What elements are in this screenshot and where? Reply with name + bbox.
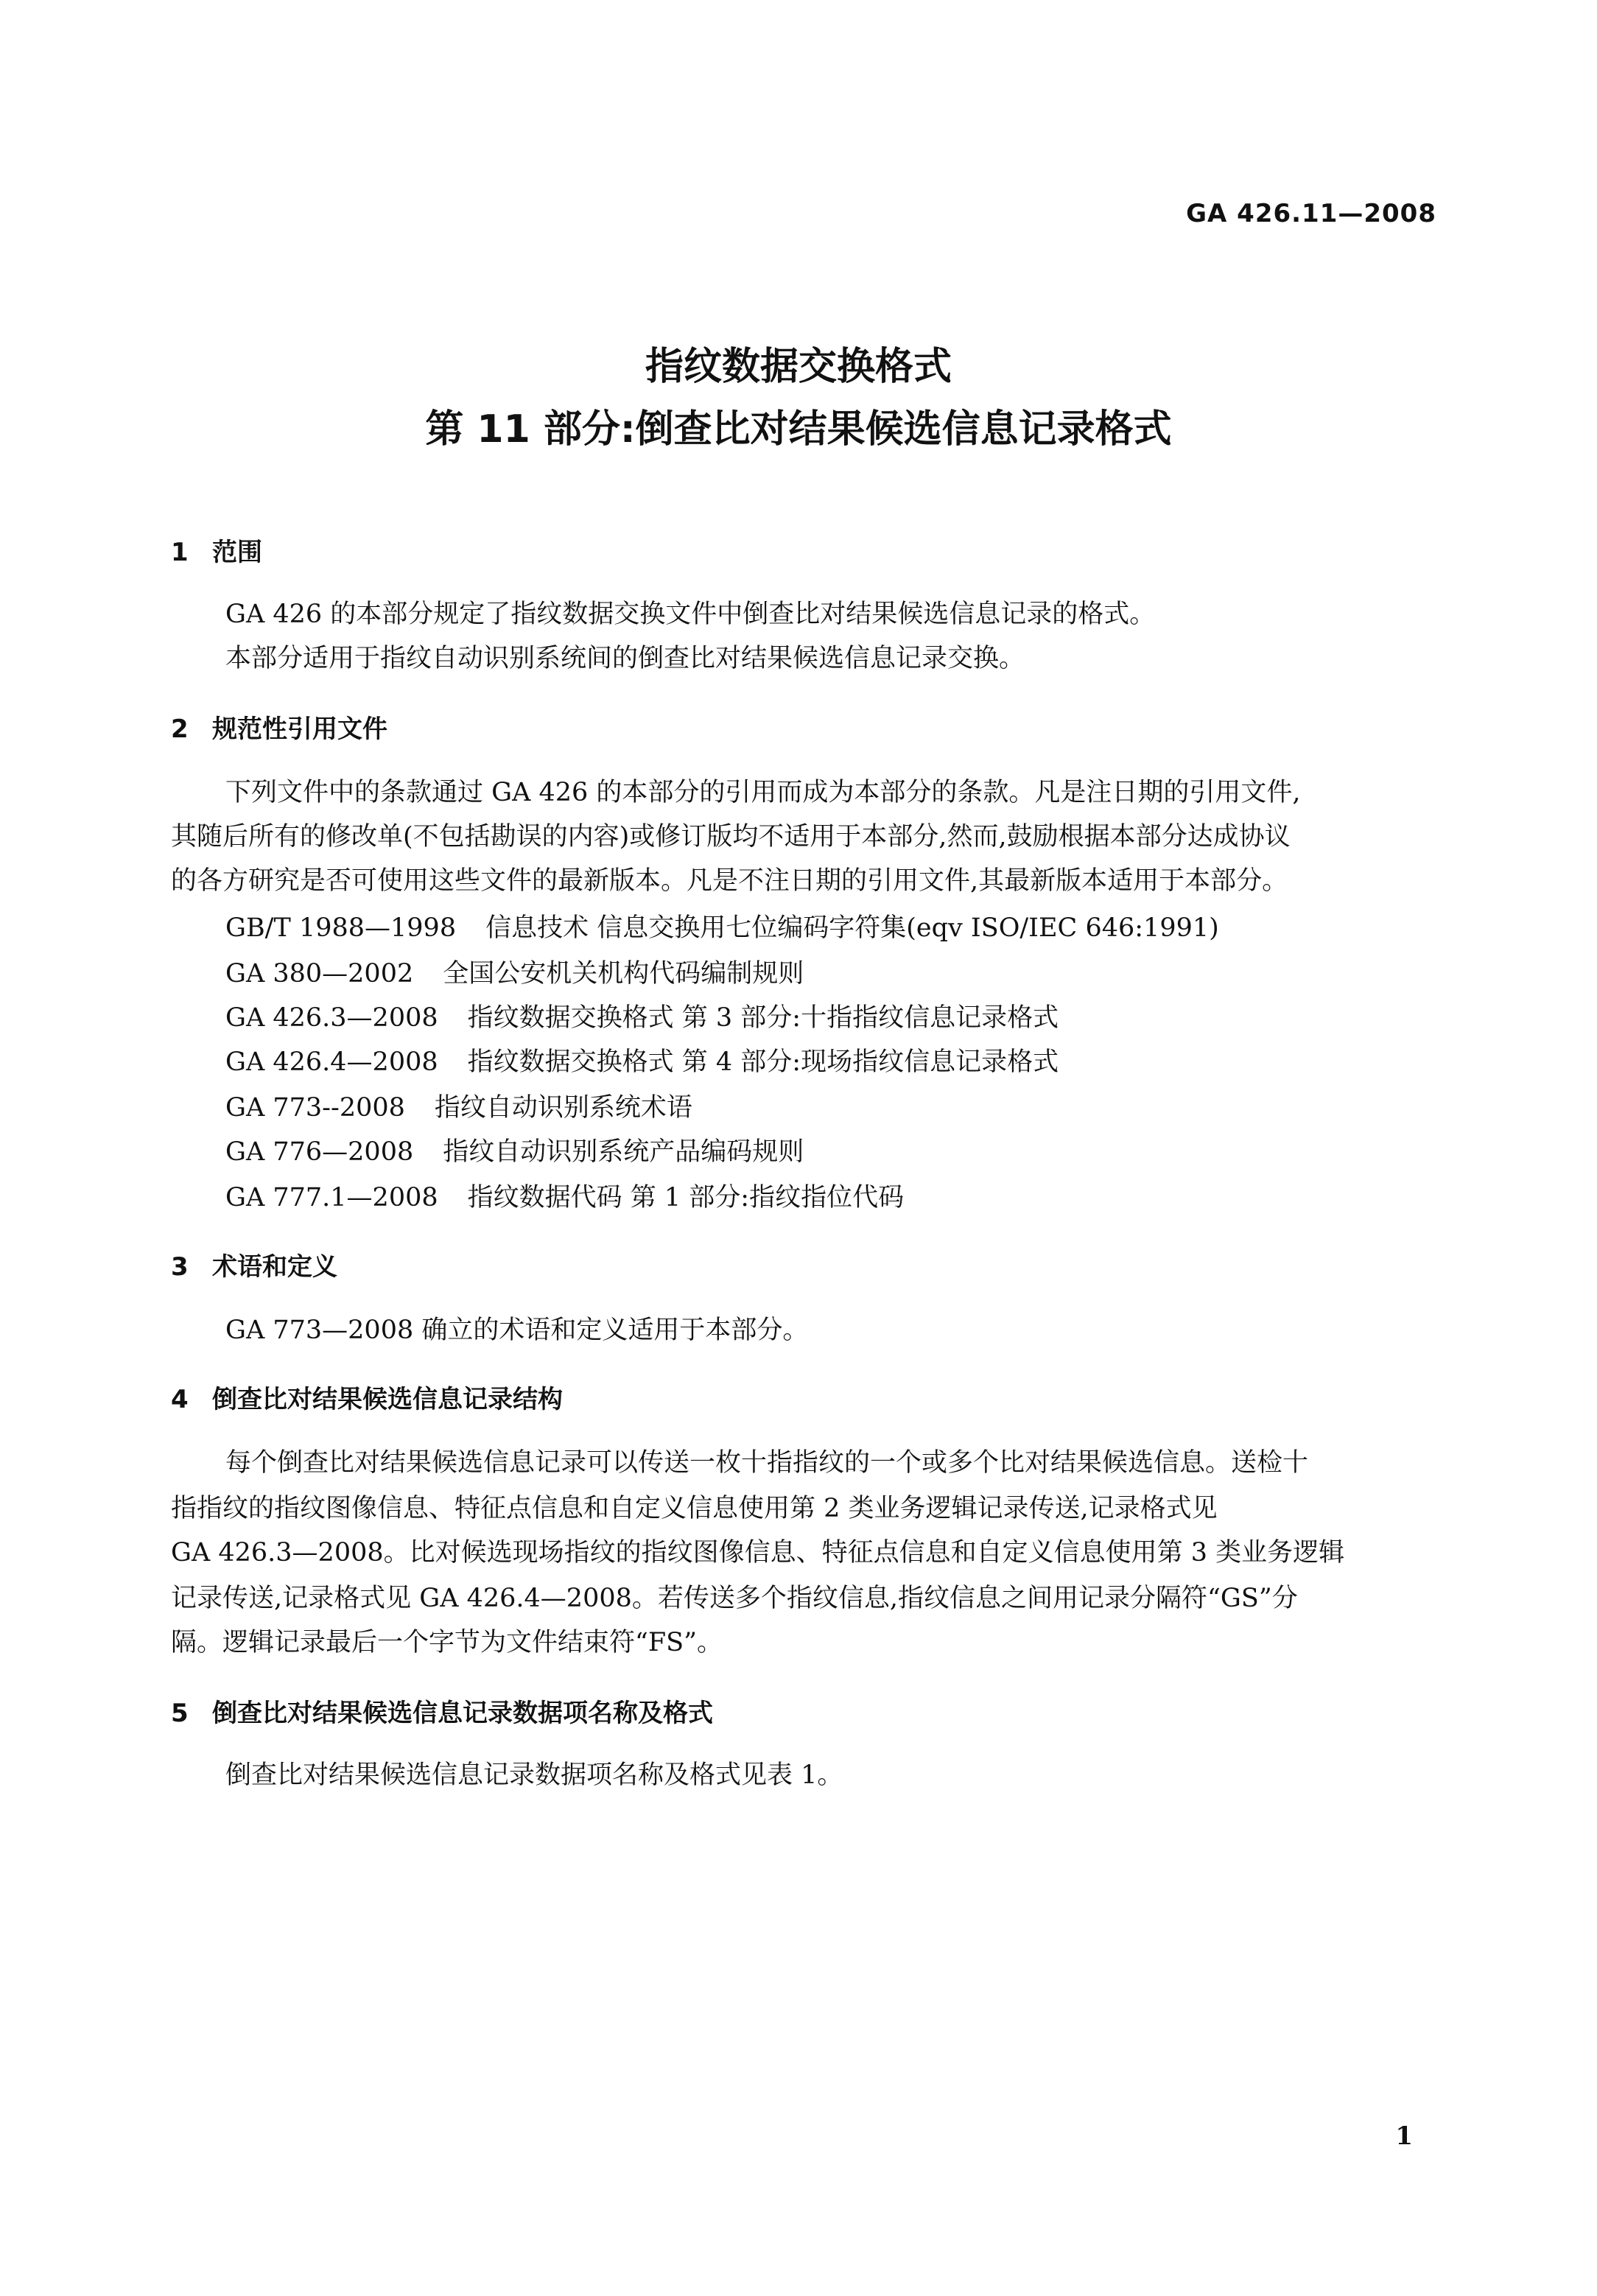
- section-title: 术语和定义: [212, 1252, 337, 1282]
- reference-item: [225, 997, 1059, 1034]
- section-1-heading: [171, 532, 262, 568]
- section-number: 2: [171, 715, 189, 744]
- section-2-paragraph-line: 的各方研究是否可使用这些文件的最新版本。凡是不注日期的引用文件,其最新版本适用于本部分。: [171, 866, 1288, 896]
- reference-code: GA 380—2002: [225, 959, 414, 989]
- section-1-paragraph: 本部分适用于指纹自动识别系统间的倒查比对结果候选信息记录交换。: [225, 644, 1025, 673]
- document-title: 指纹数据交换格式: [645, 345, 952, 389]
- reference-item: [225, 1177, 904, 1214]
- section-4-paragraph-line: 每个倒查比对结果候选信息记录可以传送一枚十指指纹的一个或多个比对结果候选信息。送检十: [225, 1448, 1309, 1478]
- reference-code: GB/T 1988—1998: [225, 913, 457, 943]
- reference-item: [225, 1042, 1059, 1078]
- reference-title: 信息技术 信息交换用七位编码字符集(eqv ISO/IEC 646:1991): [485, 913, 1219, 943]
- section-4-heading: [171, 1379, 563, 1415]
- section-5-paragraph: 倒查比对结果候选信息记录数据项名称及格式见表 1。: [225, 1760, 843, 1790]
- reference-code: GA 426.4—2008: [225, 1047, 438, 1077]
- reference-title: 指纹自动识别系统术语: [434, 1093, 692, 1123]
- section-3-heading: [171, 1246, 337, 1282]
- standard-code: GA 426.11—2008: [1186, 199, 1436, 228]
- document-subtitle: 第 11 部分:倒查比对结果候选信息记录格式: [425, 407, 1172, 452]
- section-title: 范围: [212, 538, 262, 567]
- reference-title: 指纹自动识别系统产品编码规则: [443, 1137, 804, 1167]
- section-4-paragraph-line: 记录传送,记录格式见 GA 426.4—2008。若传送多个指纹信息,指纹信息之间用记录分隔符“GS”分: [171, 1584, 1298, 1613]
- section-4-paragraph-line: GA 426.3—2008。比对候选现场指纹的指纹图像信息、特征点信息和自定义信息使用第 3 类业务逻辑: [171, 1538, 1345, 1567]
- section-2-paragraph-line: 其随后所有的修改单(不包括勘误的内容)或修订版均不适用于本部分,然而,鼓励根据本部分达成协议: [171, 822, 1291, 852]
- section-4-paragraph-line: 指指纹的指纹图像信息、特征点信息和自定义信息使用第 2 类业务逻辑记录传送,记录格式见: [171, 1494, 1218, 1523]
- reference-item: [225, 1087, 692, 1124]
- section-title: 倒查比对结果候选信息记录结构: [212, 1385, 563, 1414]
- page-number: 1: [1395, 2121, 1413, 2151]
- section-number: 5: [171, 1699, 189, 1728]
- section-2-paragraph-line: 下列文件中的条款通过 GA 426 的本部分的引用而成为本部分的条款。凡是注日期的引用文件,: [225, 778, 1301, 807]
- reference-title: 指纹数据交换格式 第 3 部分:十指指纹信息记录格式: [467, 1003, 1059, 1033]
- reference-title: 指纹数据交换格式 第 4 部分:现场指纹信息记录格式: [467, 1047, 1059, 1077]
- section-2-heading: [171, 709, 387, 745]
- section-title: 规范性引用文件: [212, 715, 387, 744]
- reference-code: GA 777.1—2008: [225, 1183, 438, 1212]
- section-number: 4: [171, 1385, 189, 1414]
- reference-item: [225, 907, 1219, 944]
- reference-item: [225, 953, 804, 990]
- reference-code: GA 426.3—2008: [225, 1003, 438, 1033]
- section-3-paragraph: GA 773—2008 确立的术语和定义适用于本部分。: [225, 1316, 809, 1345]
- section-number: 3: [171, 1252, 189, 1282]
- reference-title: 指纹数据代码 第 1 部分:指纹指位代码: [467, 1183, 905, 1212]
- section-5-heading: [171, 1693, 713, 1729]
- section-number: 1: [171, 538, 189, 567]
- reference-code: GA 773--2008: [225, 1093, 405, 1123]
- reference-code: GA 776—2008: [225, 1137, 414, 1167]
- section-title: 倒查比对结果候选信息记录数据项名称及格式: [212, 1699, 713, 1728]
- section-1-paragraph: GA 426 的本部分规定了指纹数据交换文件中倒查比对结果候选信息记录的格式。: [225, 600, 1156, 629]
- reference-title: 全国公安机关机构代码编制规则: [443, 959, 804, 989]
- section-4-paragraph-line: 隔。逻辑记录最后一个字节为文件结束符“FS”。: [171, 1628, 723, 1657]
- reference-item: [225, 1131, 804, 1168]
